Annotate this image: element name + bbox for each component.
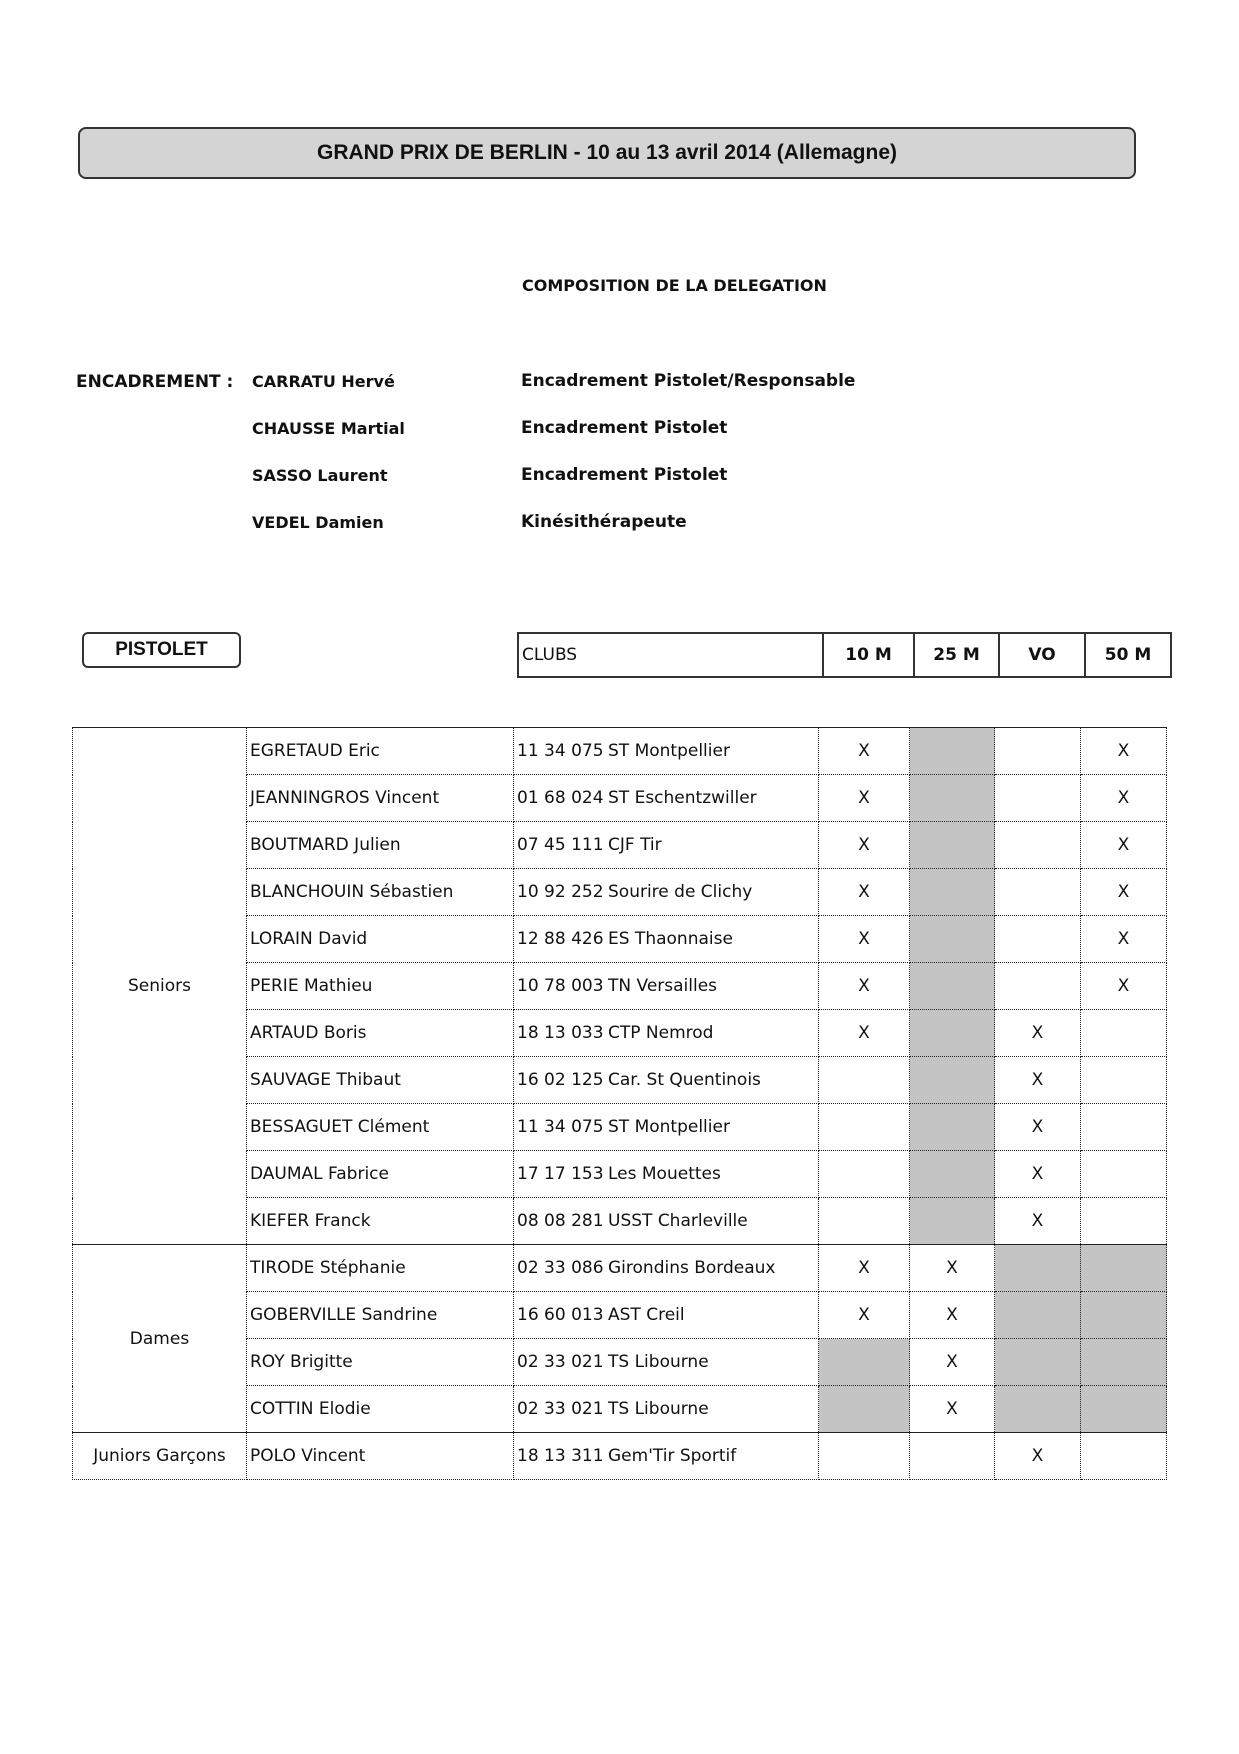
club-cell (514, 1245, 819, 1292)
event-cell-50m (1081, 1245, 1167, 1292)
section-label-pistolet: PISTOLET (82, 632, 241, 668)
event-cell-vo: X (995, 1104, 1081, 1151)
column-header-table (517, 632, 1172, 678)
event-cell-vo (995, 869, 1081, 916)
event-cell-25m: X (910, 1339, 995, 1386)
athlete-name: LORAIN David (247, 916, 514, 963)
athlete-name: ROY Brigitte (247, 1339, 514, 1386)
event-cell-vo: X (995, 1433, 1081, 1480)
event-cell-10m: X (819, 869, 910, 916)
table-row (73, 1433, 1167, 1480)
event-cell-50m: X (1081, 775, 1167, 822)
event-cell-vo (995, 963, 1081, 1010)
athlete-name: POLO Vincent (247, 1433, 514, 1480)
event-cell-10m (819, 1386, 910, 1433)
club-name: Les Mouettes (608, 1164, 721, 1184)
club-name: TS Libourne (608, 1352, 709, 1372)
club-code: 12 88 426 (517, 929, 604, 949)
club-code: 17 17 153 (517, 1164, 604, 1184)
column-header-vo: VO (999, 633, 1085, 677)
category-dames: Dames (73, 1245, 247, 1433)
event-cell-25m (910, 916, 995, 963)
column-header-10m: 10 M (823, 633, 914, 677)
category-seniors: Seniors (73, 728, 247, 1245)
club-code: 18 13 033 (517, 1023, 604, 1043)
club-code: 02 33 021 (517, 1352, 604, 1372)
event-cell-50m: X (1081, 963, 1167, 1010)
staff-label: ENCADREMENT : (76, 372, 234, 392)
athlete-name: EGRETAUD Eric (247, 728, 514, 775)
event-cell-vo (995, 775, 1081, 822)
club-cell (514, 1198, 819, 1245)
event-cell-10m: X (819, 1010, 910, 1057)
athlete-name: JEANNINGROS Vincent (247, 775, 514, 822)
event-cell-25m (910, 728, 995, 775)
event-cell-50m: X (1081, 728, 1167, 775)
club-cell (514, 728, 819, 775)
event-cell-25m (910, 775, 995, 822)
club-code: 11 34 075 (517, 1117, 604, 1137)
event-cell-50m (1081, 1104, 1167, 1151)
event-cell-25m (910, 1057, 995, 1104)
delegation-heading: COMPOSITION DE LA DELEGATION (522, 276, 827, 295)
staff-name: VEDEL Damien (252, 513, 384, 532)
event-cell-25m (910, 869, 995, 916)
event-cell-25m (910, 1151, 995, 1198)
event-cell-50m: X (1081, 822, 1167, 869)
event-cell-25m: X (910, 1245, 995, 1292)
club-name: TN Versailles (608, 976, 718, 996)
event-cell-10m: X (819, 775, 910, 822)
club-code: 07 45 111 (517, 835, 604, 855)
athlete-name: DAUMAL Fabrice (247, 1151, 514, 1198)
club-name: ST Eschentzwiller (608, 788, 757, 808)
club-cell (514, 1339, 819, 1386)
event-cell-50m (1081, 1386, 1167, 1433)
club-name: Gem'Tir Sportif (608, 1446, 737, 1466)
club-name: Sourire de Clichy (608, 882, 753, 902)
club-code: 10 78 003 (517, 976, 604, 996)
staff-name: SASSO Laurent (252, 466, 388, 485)
club-code: 10 92 252 (517, 882, 604, 902)
column-header-50m: 50 M (1085, 633, 1171, 677)
club-name: Car. St Quentinois (608, 1070, 761, 1090)
athletes-table (72, 727, 1167, 1480)
staff-name: CARRATU Hervé (252, 372, 395, 391)
event-cell-vo (995, 916, 1081, 963)
event-cell-25m (910, 1433, 995, 1480)
event-cell-vo (995, 822, 1081, 869)
athlete-name: COTTIN Elodie (247, 1386, 514, 1433)
club-name: CTP Nemrod (608, 1023, 714, 1043)
event-cell-10m: X (819, 728, 910, 775)
event-cell-25m (910, 1010, 995, 1057)
athlete-name: GOBERVILLE Sandrine (247, 1292, 514, 1339)
athlete-name: PERIE Mathieu (247, 963, 514, 1010)
event-cell-10m: X (819, 916, 910, 963)
club-code: 18 13 311 (517, 1446, 604, 1466)
club-cell (514, 1057, 819, 1104)
club-cell (514, 822, 819, 869)
event-cell-vo (995, 1245, 1081, 1292)
event-cell-10m (819, 1433, 910, 1480)
club-code: 08 08 281 (517, 1211, 604, 1231)
event-cell-50m (1081, 1010, 1167, 1057)
event-cell-25m (910, 963, 995, 1010)
event-cell-50m (1081, 1433, 1167, 1480)
club-name: ST Montpellier (608, 1117, 730, 1137)
club-cell (514, 1292, 819, 1339)
event-cell-10m: X (819, 1292, 910, 1339)
column-header-clubs: CLUBS (518, 633, 823, 677)
event-cell-25m (910, 1104, 995, 1151)
club-cell (514, 1386, 819, 1433)
event-cell-10m (819, 1104, 910, 1151)
staff-name: CHAUSSE Martial (252, 419, 405, 438)
athlete-name: SAUVAGE Thibaut (247, 1057, 514, 1104)
club-name: AST Creil (608, 1305, 685, 1325)
event-cell-50m (1081, 1339, 1167, 1386)
event-cell-25m (910, 1198, 995, 1245)
event-cell-50m (1081, 1198, 1167, 1245)
event-cell-vo (995, 1292, 1081, 1339)
event-cell-10m: X (819, 822, 910, 869)
club-cell (514, 869, 819, 916)
club-name: ST Montpellier (608, 741, 730, 761)
event-cell-10m (819, 1198, 910, 1245)
staff-role: Kinésithérapeute (521, 512, 687, 532)
athlete-name: BOUTMARD Julien (247, 822, 514, 869)
athlete-name: KIEFER Franck (247, 1198, 514, 1245)
document-title: GRAND PRIX DE BERLIN - 10 au 13 avril 2014 (Allemagne) (78, 127, 1136, 179)
club-cell (514, 775, 819, 822)
athlete-name: ARTAUD Boris (247, 1010, 514, 1057)
club-name: ES Thaonnaise (608, 929, 733, 949)
event-cell-vo (995, 728, 1081, 775)
club-cell (514, 1151, 819, 1198)
club-code: 01 68 024 (517, 788, 604, 808)
event-cell-25m (910, 822, 995, 869)
staff-role: Encadrement Pistolet (521, 465, 728, 485)
event-cell-vo: X (995, 1198, 1081, 1245)
event-cell-10m: X (819, 963, 910, 1010)
column-header-25m: 25 M (914, 633, 999, 677)
staff-role: Encadrement Pistolet (521, 418, 728, 438)
club-name: TS Libourne (608, 1399, 709, 1419)
category-juniors: Juniors Garçons (73, 1433, 247, 1480)
event-cell-25m: X (910, 1386, 995, 1433)
event-cell-10m (819, 1339, 910, 1386)
club-cell (514, 1104, 819, 1151)
event-cell-vo (995, 1386, 1081, 1433)
club-code: 02 33 086 (517, 1258, 604, 1278)
event-cell-10m (819, 1057, 910, 1104)
event-cell-25m: X (910, 1292, 995, 1339)
event-cell-10m (819, 1151, 910, 1198)
event-cell-vo: X (995, 1057, 1081, 1104)
club-cell (514, 963, 819, 1010)
table-row (73, 728, 1167, 775)
table-row (73, 1245, 1167, 1292)
staff-role: Encadrement Pistolet/Responsable (521, 371, 856, 391)
event-cell-50m (1081, 1151, 1167, 1198)
event-cell-vo (995, 1339, 1081, 1386)
club-code: 02 33 021 (517, 1399, 604, 1419)
event-cell-50m (1081, 1057, 1167, 1104)
club-code: 16 60 013 (517, 1305, 604, 1325)
event-cell-50m: X (1081, 869, 1167, 916)
athlete-name: BESSAGUET Clément (247, 1104, 514, 1151)
event-cell-50m (1081, 1292, 1167, 1339)
club-cell (514, 1010, 819, 1057)
event-cell-vo: X (995, 1010, 1081, 1057)
event-cell-50m: X (1081, 916, 1167, 963)
club-name: Girondins Bordeaux (608, 1258, 776, 1278)
club-name: USST Charleville (608, 1211, 748, 1231)
club-name: CJF Tir (608, 835, 662, 855)
club-code: 16 02 125 (517, 1070, 604, 1090)
event-cell-10m: X (819, 1245, 910, 1292)
event-cell-vo: X (995, 1151, 1081, 1198)
athlete-name: BLANCHOUIN Sébastien (247, 869, 514, 916)
club-code: 11 34 075 (517, 741, 604, 761)
club-cell (514, 916, 819, 963)
athlete-name: TIRODE Stéphanie (247, 1245, 514, 1292)
club-cell (514, 1433, 819, 1480)
